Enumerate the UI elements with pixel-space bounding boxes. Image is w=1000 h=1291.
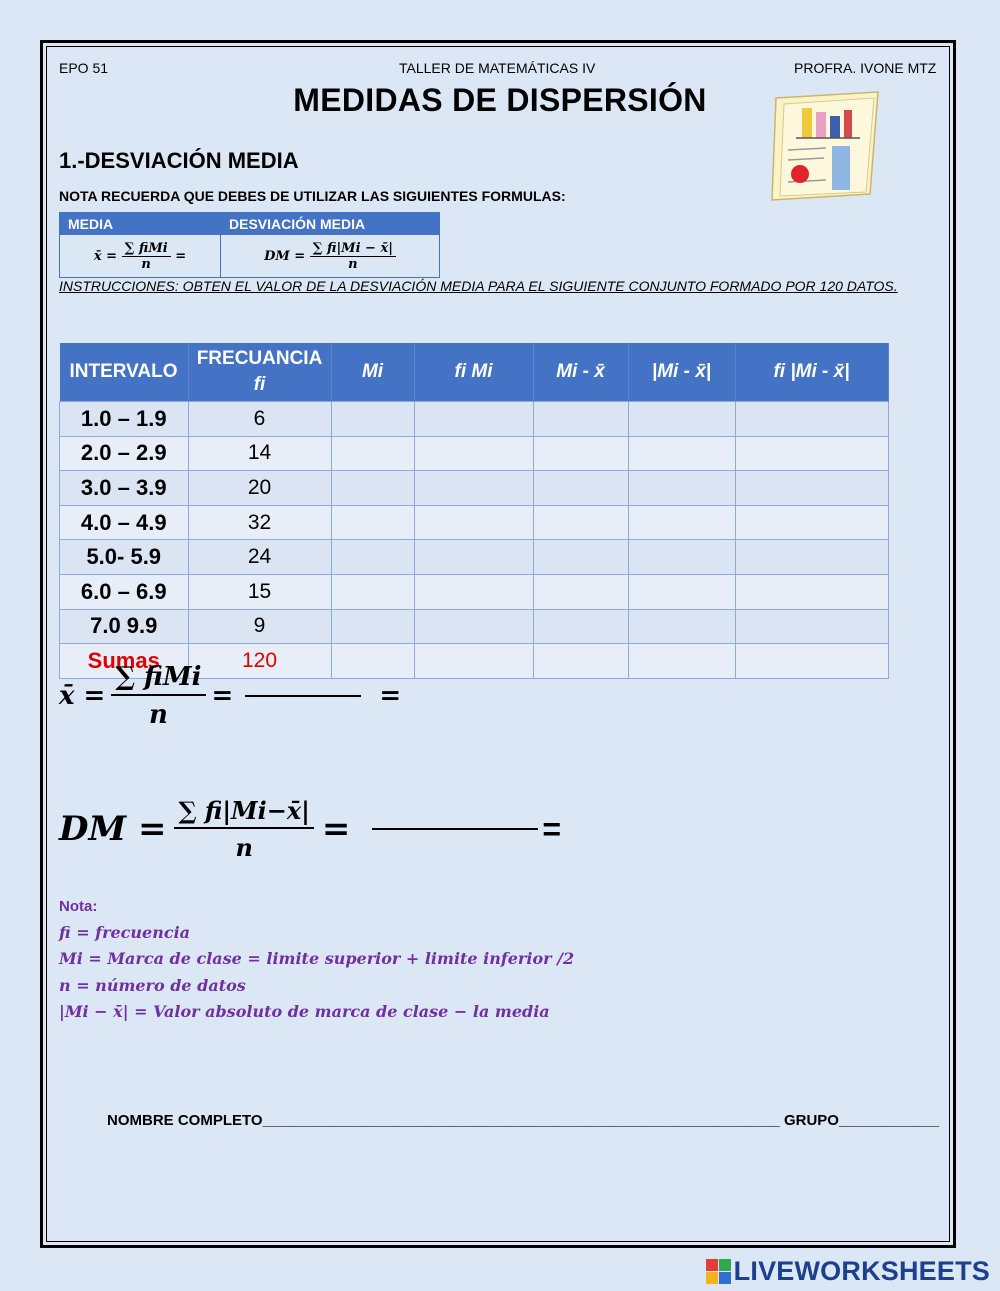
absdev-input-cell[interactable] bbox=[628, 402, 735, 437]
sums-label: Sumas bbox=[60, 644, 189, 679]
mean-formula-num: ∑ fiMi bbox=[122, 241, 171, 257]
note-line: |Mi − x̄| = Valor absoluto de marca de clase − la media bbox=[59, 1002, 550, 1021]
mean-eq-end: = bbox=[379, 681, 402, 711]
sum-absdev-input-cell[interactable] bbox=[628, 644, 735, 679]
logo-text: LIVEWORKSHEETS bbox=[733, 1256, 990, 1286]
absdev-input-cell[interactable] bbox=[628, 574, 735, 609]
fimi-input-cell[interactable] bbox=[414, 436, 533, 471]
interval-cell: 5.0- 5.9 bbox=[60, 540, 189, 575]
dm-formula-num: ∑ fi|Mi − x̄| bbox=[310, 241, 396, 257]
dm-answer-blank[interactable] bbox=[372, 828, 538, 830]
fimi-input-cell[interactable] bbox=[414, 505, 533, 540]
mi-input-cell[interactable] bbox=[331, 609, 414, 644]
note-line: Mi = Marca de clase = limite superior + limite inferior /2 bbox=[59, 949, 575, 968]
statistics-clipart-icon bbox=[766, 90, 886, 202]
dev-input-cell[interactable] bbox=[533, 505, 628, 540]
name-label: NOMBRE COMPLETO______________________________________________________________ bbox=[107, 1112, 780, 1129]
instructions: INSTRUCCIONES: OBTEN EL VALOR DE LA DESVIACIÓN MEDIA PARA EL SIGUIENTE CONJUNTO FORMADO POR 120 DATOS. bbox=[59, 278, 898, 294]
table-row bbox=[60, 540, 889, 575]
section-title: 1.-DESVIACIÓN MEDIA bbox=[59, 148, 299, 173]
fiabsdev-input-cell[interactable] bbox=[735, 609, 888, 644]
school-label: EPO 51 bbox=[59, 60, 109, 76]
fimi-input-cell[interactable] bbox=[414, 471, 533, 506]
dev-input-cell[interactable] bbox=[533, 540, 628, 575]
interval-cell: 2.0 – 2.9 bbox=[60, 436, 189, 471]
liveworksheets-logo bbox=[706, 1256, 990, 1287]
mean-formula-tail: = bbox=[175, 248, 187, 264]
formula-header-mean: MEDIA bbox=[60, 213, 221, 235]
interval-cell: 6.0 – 6.9 bbox=[60, 574, 189, 609]
dm-eq-lhs: DM = bbox=[59, 809, 167, 849]
interval-cell: 7.0 9.9 bbox=[60, 609, 189, 644]
fimi-input-cell[interactable] bbox=[414, 574, 533, 609]
col-header-fi: fi bbox=[253, 374, 266, 395]
dm-formula-lhs: DM = bbox=[264, 248, 306, 264]
frequency-cell: 9 bbox=[188, 609, 331, 644]
table-row bbox=[60, 609, 889, 644]
col-header-frecuencia-label: FRECUANCIA bbox=[196, 348, 323, 369]
dm-eq-den: n bbox=[235, 833, 253, 862]
table-row bbox=[60, 436, 889, 471]
mean-eq-fraction bbox=[111, 662, 205, 730]
col-header-intervalo: INTERVALO bbox=[60, 343, 189, 402]
col-header-mi: Mi bbox=[331, 343, 414, 402]
mean-eq-num: ∑ fiMi bbox=[111, 662, 205, 696]
table-row bbox=[60, 574, 889, 609]
mean-equation bbox=[59, 662, 401, 730]
dm-eq-equals: = bbox=[321, 809, 351, 849]
mean-eq-den: n bbox=[148, 700, 168, 730]
mean-formula-den: n bbox=[141, 256, 151, 272]
mean-formula bbox=[60, 235, 221, 278]
mean-answer-blank[interactable] bbox=[245, 695, 361, 697]
dm-eq-end: = bbox=[542, 810, 562, 847]
dev-input-cell[interactable] bbox=[533, 471, 628, 506]
frequency-cell: 20 bbox=[188, 471, 331, 506]
formula-header-dm: DESVIACIÓN MEDIA bbox=[221, 213, 440, 235]
logo-blocks-icon bbox=[706, 1259, 732, 1285]
fiabsdev-input-cell[interactable] bbox=[735, 574, 888, 609]
mean-eq-equals: = bbox=[211, 681, 234, 711]
formula-table bbox=[59, 212, 440, 278]
fiabsdev-input-cell[interactable] bbox=[735, 402, 888, 437]
fimi-input-cell[interactable] bbox=[414, 540, 533, 575]
frequency-cell: 24 bbox=[188, 540, 331, 575]
frequency-cell: 15 bbox=[188, 574, 331, 609]
dm-equation bbox=[59, 796, 561, 862]
col-header-mi-minus-mean: Mi - x̄ bbox=[533, 343, 628, 402]
mi-input-cell[interactable] bbox=[331, 574, 414, 609]
mi-input-cell[interactable] bbox=[331, 540, 414, 575]
note-line: n = número de datos bbox=[59, 976, 246, 995]
fiabsdev-input-cell[interactable] bbox=[735, 505, 888, 540]
dev-input-cell[interactable] bbox=[533, 402, 628, 437]
dm-eq-num: ∑ fi|Mi−x̄| bbox=[174, 796, 313, 829]
fiabsdev-input-cell[interactable] bbox=[735, 540, 888, 575]
frequency-cell: 14 bbox=[188, 436, 331, 471]
col-header-abs-dev: |Mi - x̄| bbox=[628, 343, 735, 402]
course-label: TALLER DE MATEMÁTICAS IV bbox=[399, 60, 596, 76]
mean-formula-fraction bbox=[122, 241, 171, 272]
frequency-cell: 32 bbox=[188, 505, 331, 540]
absdev-input-cell[interactable] bbox=[628, 471, 735, 506]
note-line: fi = frecuencia bbox=[59, 923, 191, 942]
sum-fimi-input-cell[interactable] bbox=[414, 644, 533, 679]
table-row bbox=[60, 505, 889, 540]
dm-eq-fraction bbox=[174, 796, 313, 862]
table-row bbox=[60, 471, 889, 506]
name-field[interactable] bbox=[107, 1112, 939, 1129]
interval-cell: 3.0 – 3.9 bbox=[60, 471, 189, 506]
dm-formula bbox=[221, 235, 440, 278]
col-header-frecuencia bbox=[188, 343, 331, 402]
fimi-input-cell[interactable] bbox=[414, 402, 533, 437]
dev-input-cell[interactable] bbox=[533, 574, 628, 609]
col-header-fi-abs-dev: fi |Mi - x̄| bbox=[735, 343, 888, 402]
col-header-fimi: fi Mi bbox=[414, 343, 533, 402]
table-row bbox=[60, 402, 889, 437]
formula-note: NOTA RECUERDA QUE DEBES DE UTILIZAR LAS SIGUIENTES FORMULAS: bbox=[59, 188, 566, 204]
absdev-input-cell[interactable] bbox=[628, 505, 735, 540]
fimi-input-cell[interactable] bbox=[414, 609, 533, 644]
interval-cell: 4.0 – 4.9 bbox=[60, 505, 189, 540]
sum-dev-input-cell[interactable] bbox=[533, 644, 628, 679]
dev-input-cell[interactable] bbox=[533, 436, 628, 471]
fiabsdev-input-cell[interactable] bbox=[735, 471, 888, 506]
teacher-label: PROFRA. IVONE MTZ bbox=[794, 60, 937, 76]
sum-fiabsdev-input-cell[interactable] bbox=[735, 644, 888, 679]
absdev-input-cell[interactable] bbox=[628, 436, 735, 471]
absdev-input-cell[interactable] bbox=[628, 540, 735, 575]
dm-formula-den: n bbox=[348, 256, 358, 272]
absdev-input-cell[interactable] bbox=[628, 609, 735, 644]
dm-formula-fraction bbox=[310, 241, 396, 272]
mi-input-cell[interactable] bbox=[331, 505, 414, 540]
page-title: MEDIDAS DE DISPERSIÓN bbox=[293, 82, 707, 118]
data-table bbox=[59, 343, 889, 679]
fiabsdev-input-cell[interactable] bbox=[735, 436, 888, 471]
dev-input-cell[interactable] bbox=[533, 609, 628, 644]
mi-input-cell[interactable] bbox=[331, 402, 414, 437]
group-label: GRUPO____________ bbox=[783, 1112, 940, 1129]
mean-formula-lhs: x̄ = bbox=[93, 248, 118, 264]
mi-input-cell[interactable] bbox=[331, 436, 414, 471]
frequency-cell: 6 bbox=[188, 402, 331, 437]
mi-input-cell[interactable] bbox=[331, 471, 414, 506]
mean-eq-lhs: x̄ = bbox=[59, 681, 106, 711]
sums-frequency: 120 bbox=[188, 644, 331, 679]
notes-title: Nota: bbox=[59, 898, 98, 915]
interval-cell: 1.0 – 1.9 bbox=[60, 402, 189, 437]
